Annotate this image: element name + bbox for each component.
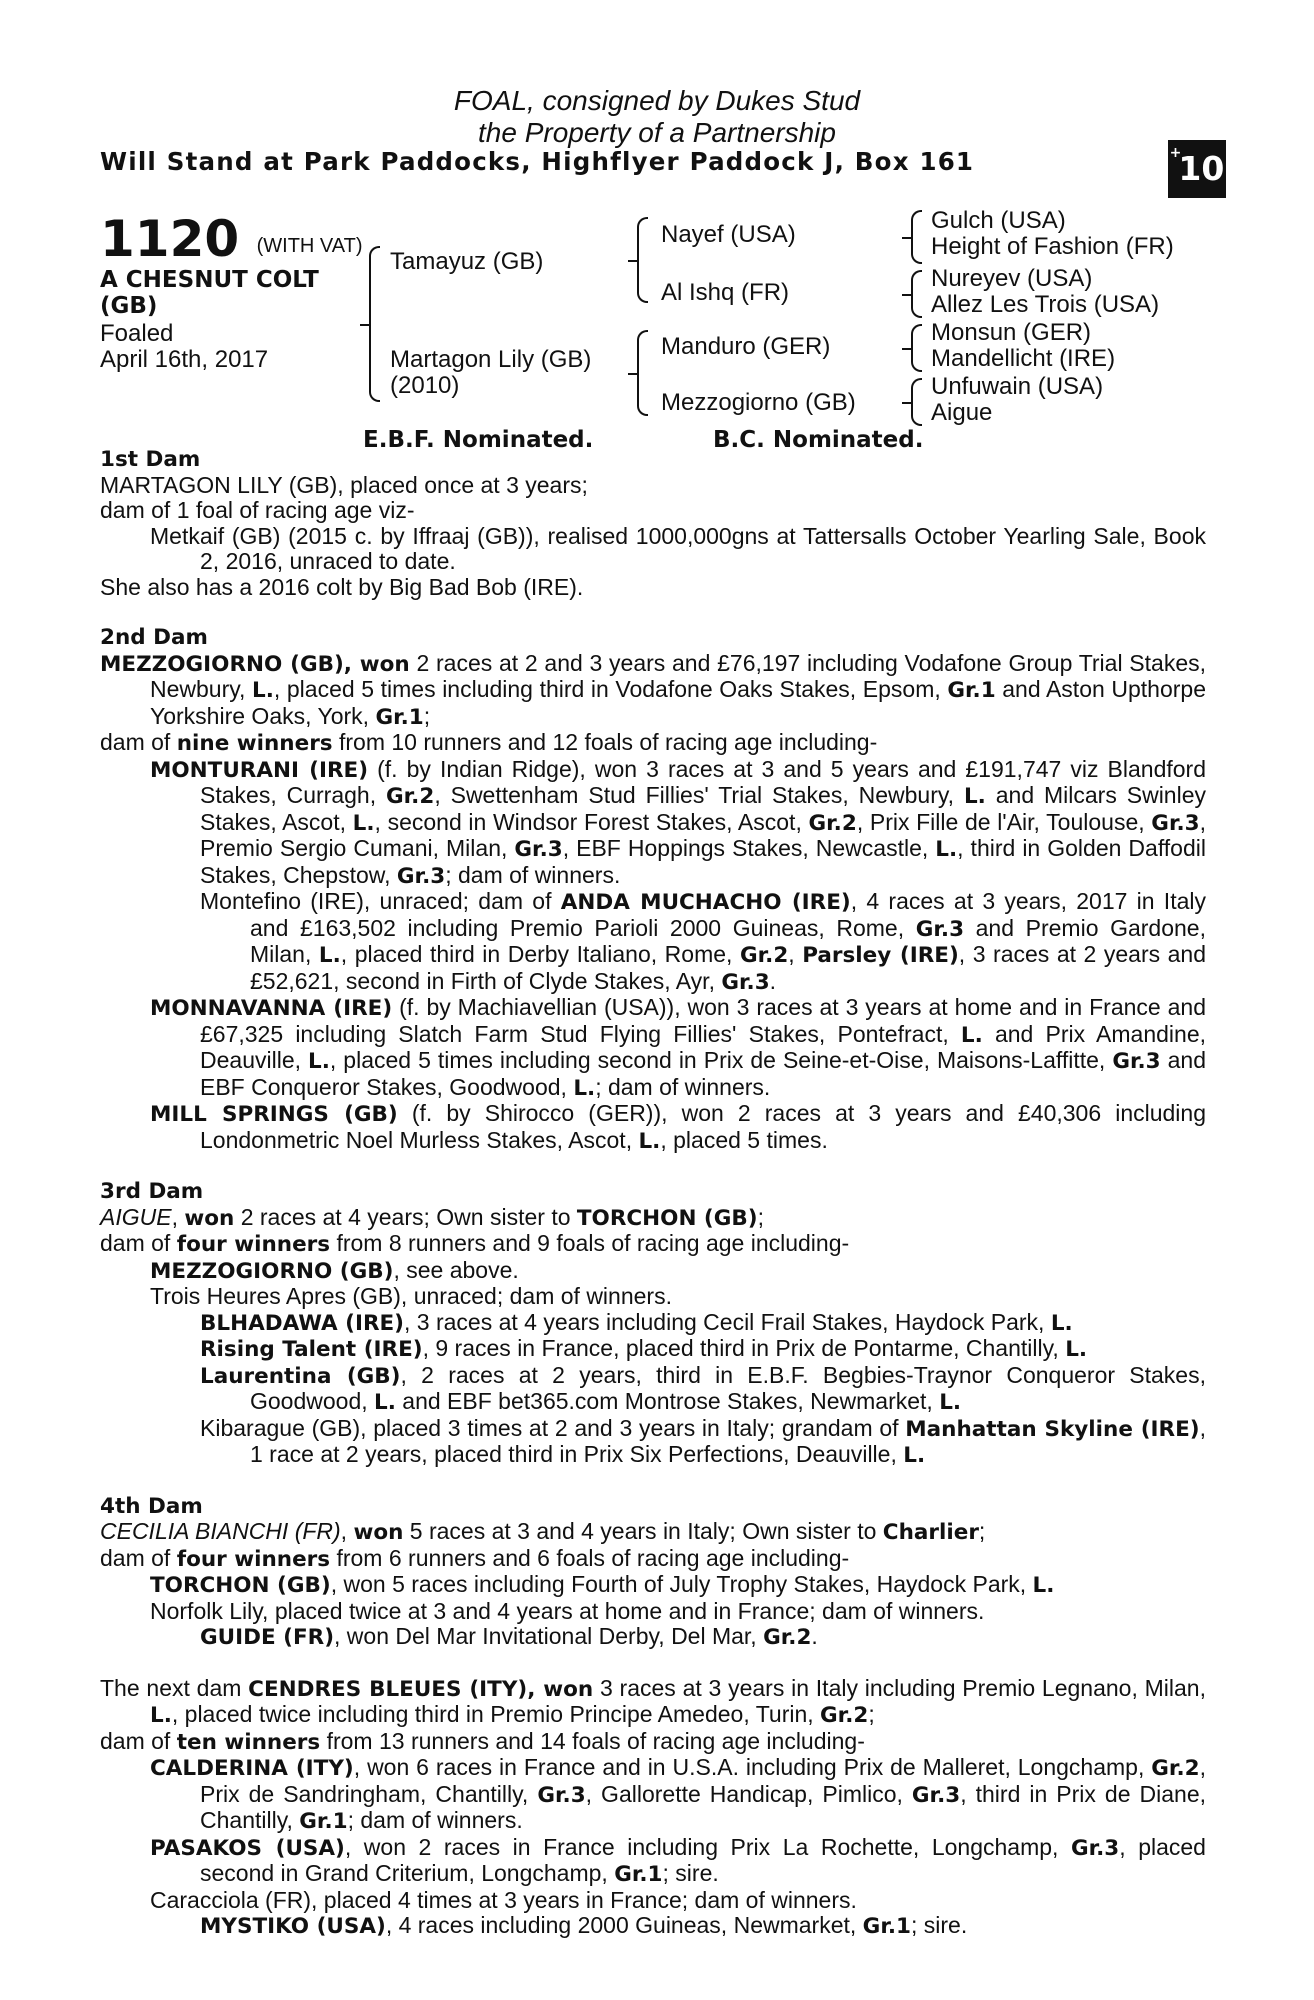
dam4-line: CECILIA BIANCHI (FR), won 5 races at 3 and 4 years in Italy; Own sister to Charlier;	[100, 1518, 986, 1545]
dam-text	[100, 447, 1206, 1940]
dam-parents-brace	[637, 330, 648, 416]
pedigree-dss: Monsun (GER)	[931, 319, 1092, 346]
pedigree-dam: Martagon Lily (GB)	[390, 346, 592, 373]
dam1-foal: Metkaif (GB) (2015 c. by Iffraaj (GB)), realised 1000,000gns at Tattersalls October Yearling Sale, Book 2, 2016, unraced to date.	[150, 522, 1206, 574]
pedigree-ssd: Height of Fashion (FR)	[931, 233, 1174, 260]
dam3-grandfoal-laurentina: Laurentina (GB), 2 races at 2 years, third in E.B.F. Begbies-Traynor Conqueror Stakes, Goodwood, L. and EBF bet365.com Montrose Stakes, Newmarket, L.	[200, 1361, 1206, 1415]
brace-3a	[911, 210, 922, 264]
dam3-line: AIGUE, won 2 races at 4 years; Own sister to TORCHON (GB);	[100, 1203, 764, 1231]
brace-3b	[911, 270, 922, 318]
dam4-produce-line: dam of four winners from 6 runners and 6 foals of racing age including-	[100, 1544, 850, 1572]
sire-dam-brace	[369, 246, 380, 402]
foaled-date: April 16th, 2017	[100, 346, 269, 373]
pedigree-sire-sire: Nayef (USA)	[661, 221, 796, 248]
next-dam-foal-caracciola: Caracciola (FR), placed 4 times at 3 years in France; dam of winners.	[150, 1886, 857, 1913]
dam4-grandfoal-guide: GUIDE (FR), won Del Mar Invitational Derby, Del Mar, Gr.2.	[200, 1623, 818, 1650]
dam2-line: MEZZOGIORNO (GB), won 2 races at 2 and 3 years and £76,197 including Vodafone Group Trial Stakes, Newbury, L., placed 5 times including third in Vodafone Oaks Stakes, Epsom, Gr.1 and Aston Upthorpe Yorkshire Oaks, York, Gr.1;	[100, 649, 1207, 730]
dam4-heading: 4th Dam	[100, 1493, 203, 1519]
pedigree-sdd: Allez Les Trois (USA)	[931, 291, 1160, 318]
dam1-produce-line: dam of 1 foal of racing age viz-	[100, 497, 415, 523]
dam2-foal-monturani: MONTURANI (IRE) (f. by Indian Ridge), won 3 races at 3 and 5 years and £191,747 viz Blandford Stakes, Curragh, Gr.2, Swettenham Stud Fillies' Trial Stakes, Newbury, L. and Milcars Swinley Stakes, Ascot, L., second in Windsor Forest Stakes, Ascot, Gr.2, Prix Fille de l'Air, Toulouse, Gr.3, Premio Sergio Cumani, Milan, Gr.3, EBF Hoppings Stakes, Newcastle, L., third in Golden Daffodil Stakes, Chepstow, Gr.3; dam of winners.	[150, 755, 1207, 889]
pedigree-ddd: Aigue	[931, 399, 993, 426]
brace-3c	[911, 324, 922, 372]
ebf-nominated: E.B.F. Nominated.	[363, 427, 594, 453]
pedigree-dam-year: (2010)	[390, 372, 460, 399]
dam2-foal-mill-springs: MILL SPRINGS (GB) (f. by Shirocco (GER)), won 2 races at 3 years and £40,306 including Londonmetric Noel Murless Stakes, Ascot, L., placed 5 times.	[150, 1100, 1206, 1154]
lot-country: (GB)	[100, 293, 158, 319]
dam3-grandfoal-kibarague: Kibarague (GB), placed 3 times at 2 and 3 years in Italy; grandam of Manhattan Skyline (IRE), 1 race at 2 years, placed third in Prix Six Perfections, Deauville, L.	[200, 1414, 1207, 1468]
dam1-heading: 1st Dam	[100, 447, 201, 472]
dam2-grandfoal-montefino: Montefino (IRE), unraced; dam of ANDA MUCHACHO (IRE), 4 races at 3 years, 2017 in Italy and £163,502 including Premio Parioli 2000 Guineas, Rome, Gr.3 and Premio Gardone, Milan, L., placed third in Derby Italiano, Rome, Gr.2, Parsley (IRE), 3 races at 2 years and £52,621, second in Firth of Clyde Stakes, Ayr, Gr.3.	[200, 888, 1207, 995]
lot-description: A CHESNUT COLT	[100, 267, 319, 293]
next-dam-foal-calderina: CALDERINA (ITY), won 6 races in France and in U.S.A. including Prix de Malleret, Longchamp, Gr.2, Prix de Sandringham, Chantilly, Gr.3, Gallorette Handicap, Pimlico, Gr.3, third in Prix de Diane, Chantilly, Gr.1; dam of winners.	[150, 1754, 1206, 1834]
dam2-produce-line: dam of nine winners from 10 runners and 12 foals of racing age including-	[100, 729, 878, 756]
pedigree-sire: Tamayuz (GB)	[390, 248, 544, 275]
sire-parents-brace	[637, 217, 648, 303]
dam4-foal-torchon: TORCHON (GB), won 5 races including Fourth of July Trophy Stakes, Haydock Park, L.	[150, 1571, 1055, 1598]
dam3-grandfoal-rising-talent: Rising Talent (IRE), 9 races in France, placed third in Prix de Pontarme, Chantilly, L.	[200, 1335, 1088, 1362]
dam3-heading: 3rd Dam	[100, 1179, 204, 1204]
consignor-line: FOAL, consigned by Dukes Stud	[453, 85, 861, 116]
pedigree-dsd: Mandellicht (IRE)	[931, 345, 1116, 372]
dam1-note: She also has a 2016 colt by Big Bad Bob (IRE).	[100, 573, 584, 600]
badge-plus: +	[1169, 145, 1182, 161]
dam1-line: MARTAGON LILY (GB), placed once at 3 years;	[100, 471, 588, 498]
pedigree-dam-sire: Manduro (GER)	[661, 333, 831, 360]
next-dam-grandfoal-mystiko: MYSTIKO (USA), 4 races including 2000 Guineas, Newmarket, Gr.1; sire.	[200, 1912, 968, 1939]
next-dam-foal-pasakos: PASAKOS (USA), won 2 races in France including Prix La Rochette, Longchamp, Gr.3, placed second in Grand Criterium, Longchamp, Gr.1; sire.	[150, 1833, 1206, 1887]
property-line: the Property of a Partnership	[478, 117, 836, 148]
pedigree-sire-dam: Al Ishq (FR)	[661, 279, 790, 306]
dam3-produce-line: dam of four winners from 8 runners and 9 foals of racing age including-	[100, 1230, 850, 1257]
location-line: Will Stand at Park Paddocks, Highflyer Paddock J, Box 161	[100, 147, 975, 176]
next-dam-line: The next dam CENDRES BLEUES (ITY), won 3 races at 3 years in Italy including Premio Legnano, Milan, L., placed twice including third in Premio Principe Amedeo, Turin, Gr.2;	[100, 1674, 1206, 1728]
dam2-foal-monnavanna: MONNAVANNA (IRE) (f. by Machiavellian (USA)), won 3 races at 3 years at home and in France and £67,325 including Slatch Farm Stud Flying Fillies' Stakes, Pontefract, L. and Prix Amandine, Deauville, L., placed 5 times including second in Prix de Seine-et-Oise, Maisons-Laffitte, Gr.3 and EBF Conqueror Stakes, Goodwood, L.; dam of winners.	[150, 994, 1207, 1101]
pedigree-sds: Nureyev (USA)	[931, 265, 1093, 292]
dam3-foal-trois-heures: Trois Heures Apres (GB), unraced; dam of winners.	[150, 1283, 672, 1309]
dam3-foal-mezzogiorno: MEZZOGIORNO (GB), see above.	[150, 1256, 519, 1284]
vat-note: (WITH VAT)	[256, 235, 363, 257]
dam4-foal-norfolk-lily: Norfolk Lily, placed twice at 3 and 4 years at home and in France; dam of winners.	[150, 1597, 985, 1624]
dam3-grandfoal-blhadawa: BLHADAWA (IRE), 3 races at 4 years including Cecil Frail Stakes, Haydock Park, L.	[200, 1308, 1073, 1336]
lot-number: 1120 (WITH VAT)	[100, 210, 363, 268]
bc-nominated: B.C. Nominated.	[713, 427, 924, 453]
badge-number: 10	[1178, 149, 1225, 188]
pedigree-dds: Unfuwain (USA)	[931, 373, 1104, 400]
pedigree-sss: Gulch (USA)	[931, 207, 1066, 234]
page-badge	[1168, 140, 1226, 198]
brace-3d	[911, 378, 922, 426]
foaled-label: Foaled	[100, 320, 174, 347]
next-dam-produce-line: dam of ten winners from 13 runners and 14 foals of racing age including-	[100, 1727, 865, 1755]
dam2-heading: 2nd Dam	[100, 625, 208, 650]
pedigree-dam-dam: Mezzogiorno (GB)	[661, 389, 856, 416]
